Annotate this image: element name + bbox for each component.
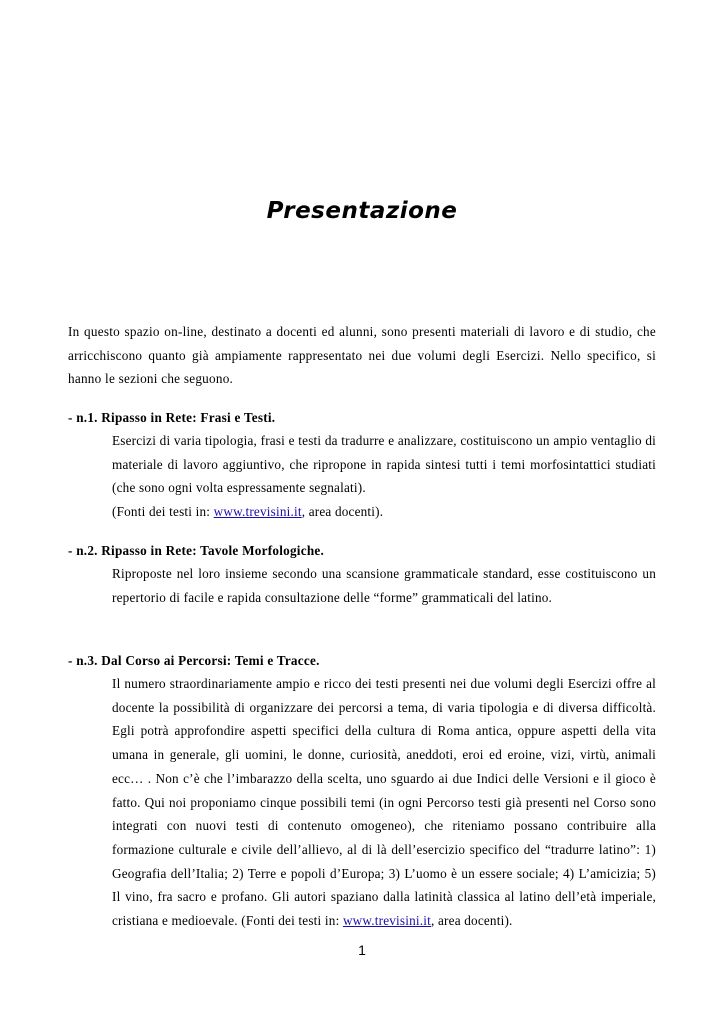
trevisini-link[interactable]: www.trevisini.it bbox=[342, 913, 431, 929]
section-1 bbox=[68, 406, 656, 524]
section-heading: - n.2. Ripasso in Rete: Tavole Morfologiche. bbox=[68, 543, 325, 558]
page-number: 1 bbox=[358, 942, 366, 958]
trevisini-link[interactable]: www.trevisini.it bbox=[213, 504, 302, 520]
sources-suffix: , area docenti). bbox=[301, 504, 384, 520]
section-text: Il numero straordinariamente ampio e ricco dei testi presenti nei due volumi degli Esercizi offre al docente la possibilità di organizzare dei percorsi a tema, di varia tipologia e di diversa difficoltà. Egli potrà approfondire aspetti specifici della cultura di Roma antica, oppure aspetti della vita umana in generale, gli uomini, le donne, curiosità, aneddoti, eroi ed eroine, vizi, virtù, animali ecc… . Non c’è che l’imbarazzo della scelta, uno sguardo ai due Indici delle Versioni e il gioco è fatto. Qui noi proponiamo cinque possibili temi (in ogni Percorso testi già presenti nel Corso sono integrati con nuovi testi di contenuto omogeneo), che riteniamo possano contribuire alla formazione culturale e civile dell’allievo, al di là dell’esercizio specifico del “tradurre latino”: 1) Geografia dell’Italia; 2) Terre e popoli d’Europa; 3) L’uomo è un essere sociale; 4) L’amicizia; 5) Il vino, fra sacro e profano. Gli autori spaziano dalla latinità classica al latino dell’età imperiale, cristiana e medioevale. (Fonti dei testi in: bbox=[112, 676, 656, 929]
section-text: Esercizi di varia tipologia, frasi e testi da tradurre e analizzare, costituiscono un ampio ventaglio di materiale di lavoro aggiuntivo, che ripropone in rapida sintesi tutti i temi morfosintattici studiati (che sono ogni volta espressamente segnalati). bbox=[112, 433, 656, 496]
section-body bbox=[112, 672, 656, 933]
section-heading: - n.1. Ripasso in Rete: Frasi e Testi. bbox=[68, 410, 276, 425]
section-3 bbox=[68, 649, 656, 933]
page-title: Presentazione bbox=[266, 198, 458, 224]
section-2 bbox=[68, 539, 656, 609]
intro-paragraph: In questo spazio on-line, destinato a docenti ed alunni, sono presenti materiali di lavoro e di studio, che arricchiscono quanto già ampiamente rappresentato nei due volumi degli Esercizi. Nello specifico, si hanno le sezioni che seguono. bbox=[68, 324, 656, 387]
section-body bbox=[112, 429, 656, 524]
section-text: Riproposte nel loro insieme secondo una scansione grammaticale standard, esse costituiscono un repertorio di facile e rapida consultazione delle “forme” grammaticali del latino. bbox=[112, 566, 656, 605]
sources-suffix: , area docenti). bbox=[431, 913, 513, 929]
sources-prefix: (Fonti dei testi in: bbox=[112, 504, 214, 520]
section-heading: - n.3. Dal Corso ai Percorsi: Temi e Tracce. bbox=[68, 653, 320, 668]
section-body bbox=[112, 562, 656, 609]
